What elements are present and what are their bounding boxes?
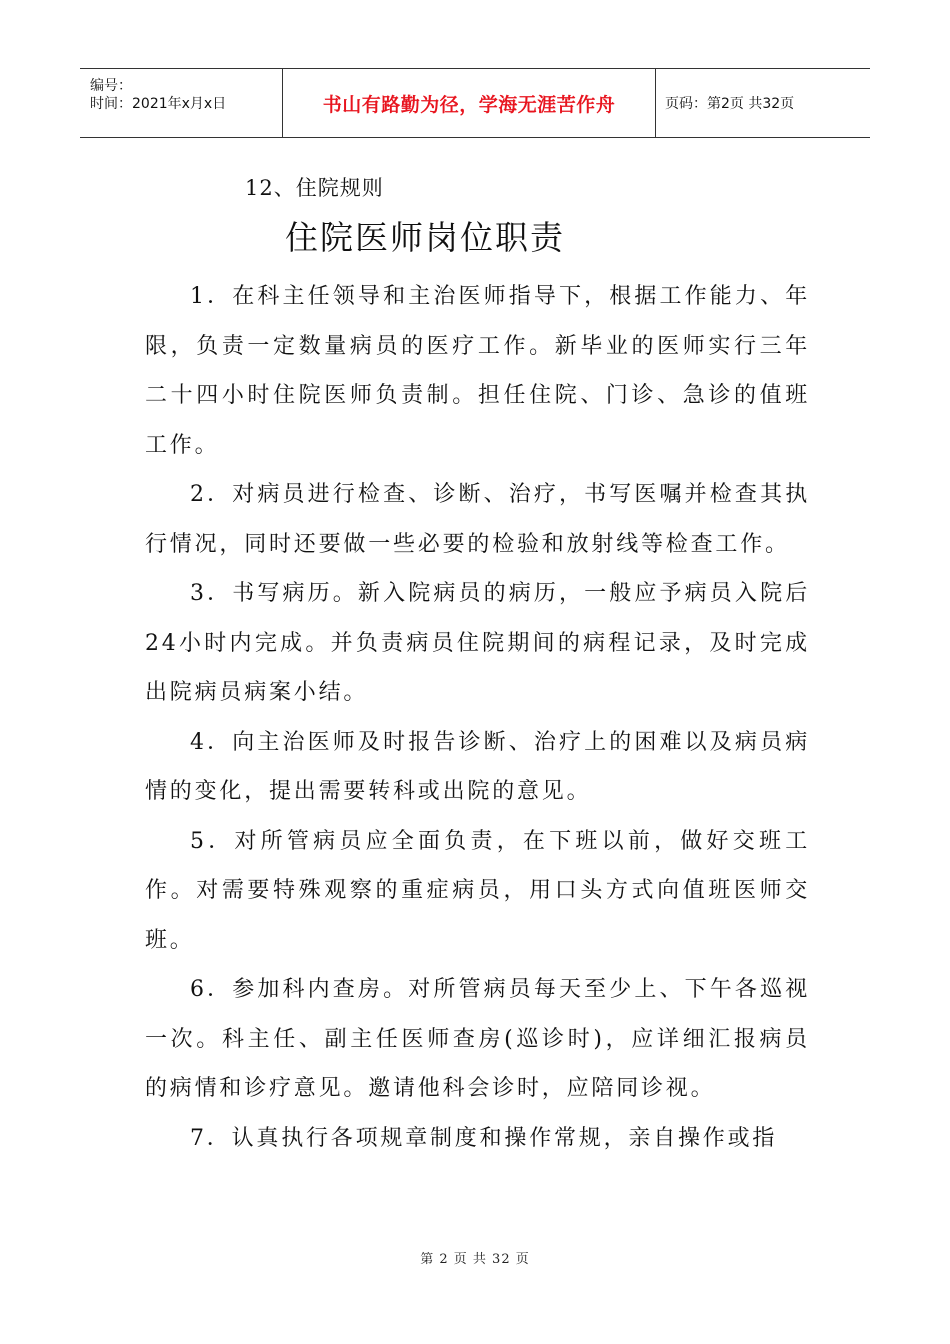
motto-text: 书山有路勤为径，学海无涯苦作舟 bbox=[322, 93, 616, 116]
paragraph-3: 3．书写病历。新入院病员的病历，一般应予病员入院后24小时内完成。并负责病员住院期间的病程记录，及时完成出院病员病案小结。 bbox=[145, 581, 810, 705]
document-title-text: 住院医师岗位职责 bbox=[285, 218, 565, 257]
document-body bbox=[145, 272, 810, 1163]
section-heading: 12、住院规则 bbox=[245, 176, 384, 200]
paragraph-1: 1．在科主任领导和主治医师指导下，根据工作能力、年限，负责一定数量病员的医疗工作。新毕业的医师实行三年二十四小时住院医师负责制。担任住院、门诊、急诊的值班工作。 bbox=[145, 284, 810, 458]
page-info: 页码：第2页 共32页 bbox=[665, 96, 795, 112]
paragraph-4: 4．向主治医师及时报告诊断、治疗上的困难以及病员病情的变化，提出需要转科或出院的意见。 bbox=[145, 729, 810, 804]
header-page-cell bbox=[655, 69, 870, 137]
paragraph-7: 7．认真执行各项规章制度和操作常规，亲自操作或指 bbox=[190, 1125, 778, 1151]
header-motto-cell bbox=[282, 69, 656, 137]
page-header bbox=[80, 68, 870, 138]
paragraph-5: 5．对所管病员应全面负责，在下班以前，做好交班工作。对需要特殊观察的重症病员，用口头方式向值班医师交班。 bbox=[145, 828, 810, 953]
paragraph-2: 2．对病员进行检查、诊断、治疗，书写医嘱并检查其执行情况，同时还要做一些必要的检验和放射线等检查工作。 bbox=[145, 482, 810, 557]
document-number-label: 编号： bbox=[90, 78, 132, 94]
header-meta-cell bbox=[80, 69, 282, 137]
document-title bbox=[0, 212, 950, 259]
document-date-label: 时间：2021年x月x日 bbox=[90, 96, 227, 112]
paragraph-6: 6．参加科内查房。对所管病员每天至少上、下午各巡视一次。科主任、副主任医师查房(巡诊时)，应详细汇报病员的病情和诊疗意见。邀请他科会诊时，应陪同诊视。 bbox=[145, 977, 810, 1101]
page-footer: 第 2 页 共 32 页 bbox=[420, 1252, 530, 1267]
